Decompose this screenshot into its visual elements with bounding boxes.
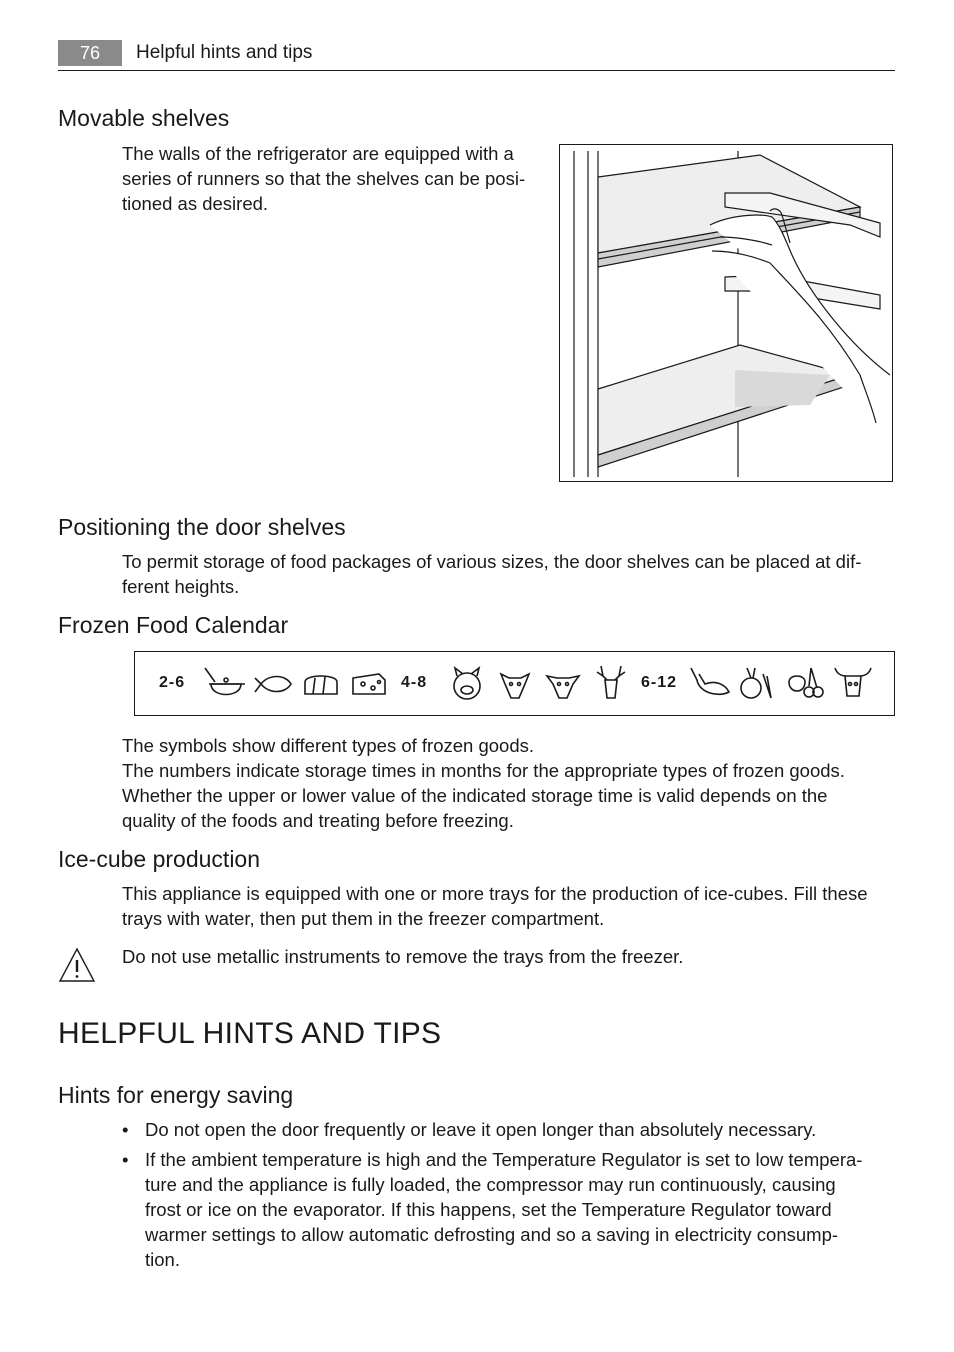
bullet: • — [122, 1119, 129, 1140]
frozen-food-calendar-heading: Frozen Food Calendar — [58, 612, 289, 638]
vegetable-icon — [737, 664, 777, 704]
pig-icon — [447, 664, 487, 704]
calf-icon — [495, 664, 535, 704]
text-line: series of runners so that the shelves can be posi- — [122, 168, 526, 189]
section-title: HELPFUL HINTS AND TIPS — [58, 1017, 442, 1050]
text-line: frost or ice on the evaporator. If this happens, set the Temperature Regulator toward — [145, 1199, 832, 1220]
chicken-icon — [687, 664, 733, 704]
pot-icon — [201, 664, 249, 704]
cow-icon — [833, 664, 873, 704]
text-line: trays with water, then put them in the freezer compartment. — [122, 908, 605, 929]
door-shelves-text — [122, 549, 897, 599]
text-line: This appliance is equipped with one or more trays for the production of ice-cubes. Fill these — [122, 883, 868, 904]
fruit-icon — [785, 664, 825, 704]
text-line: The symbols show different types of frozen goods. — [122, 735, 535, 756]
list-item — [122, 1117, 897, 1142]
frozen-food-calendar — [134, 651, 895, 716]
text-line: The numbers indicate storage times in months for the appropriate types of frozen goods. — [122, 760, 845, 781]
ice-cube-text — [122, 881, 897, 931]
movable-shelves-heading: Movable shelves — [58, 105, 230, 131]
text-line: ture and the appliance is fully loaded, the compressor may run continuously, causing — [145, 1174, 836, 1195]
list-item — [122, 1147, 897, 1272]
cheese-icon — [349, 664, 389, 704]
deer-icon — [591, 664, 631, 704]
text-line: The walls of the refrigerator are equipped with a — [122, 143, 514, 164]
sheep-icon — [543, 664, 583, 704]
bullet: • — [122, 1149, 129, 1170]
warning-text: Do not use metallic instruments to remove the trays from the freezer. — [122, 946, 684, 967]
storage-months-group-1: 2-6 — [159, 674, 186, 691]
text-line: quality of the foods and treating before freezing. — [122, 810, 514, 831]
running-header-title: Helpful hints and tips — [136, 42, 313, 63]
storage-months-group-2: 4-8 — [401, 674, 428, 691]
text-line: Whether the upper or lower value of the indicated storage time is valid depends on the — [122, 785, 828, 806]
energy-saving-list — [122, 1117, 897, 1277]
storage-months-group-3: 6-12 — [641, 674, 678, 691]
energy-saving-heading: Hints for energy saving — [58, 1082, 294, 1108]
text-line: tion. — [145, 1249, 180, 1270]
list-item-text: Do not open the door frequently or leave it open longer than absolutely necessary. — [145, 1119, 817, 1140]
text-line: If the ambient temperature is high and the Temperature Regulator is set to low tempera- — [145, 1149, 863, 1170]
door-shelves-heading: Positioning the door shelves — [58, 514, 346, 540]
text-line: tioned as desired. — [122, 193, 269, 214]
text-line: ferent heights. — [122, 576, 240, 597]
page-number: 76 — [58, 40, 122, 66]
shelf-illustration — [559, 144, 893, 482]
text-line: To permit storage of food packages of various sizes, the door shelves can be placed at dif- — [122, 551, 862, 572]
frozen-food-calendar-text — [122, 733, 897, 833]
fish-icon — [253, 664, 293, 704]
ice-cube-heading: Ice-cube production — [58, 846, 261, 872]
movable-shelves-text — [122, 141, 542, 216]
header-divider — [58, 70, 895, 71]
warning-icon — [58, 947, 96, 983]
text-line: warmer settings to allow automatic defrosting and so a saving in electricity consump- — [145, 1224, 839, 1245]
bread-icon — [301, 664, 341, 704]
